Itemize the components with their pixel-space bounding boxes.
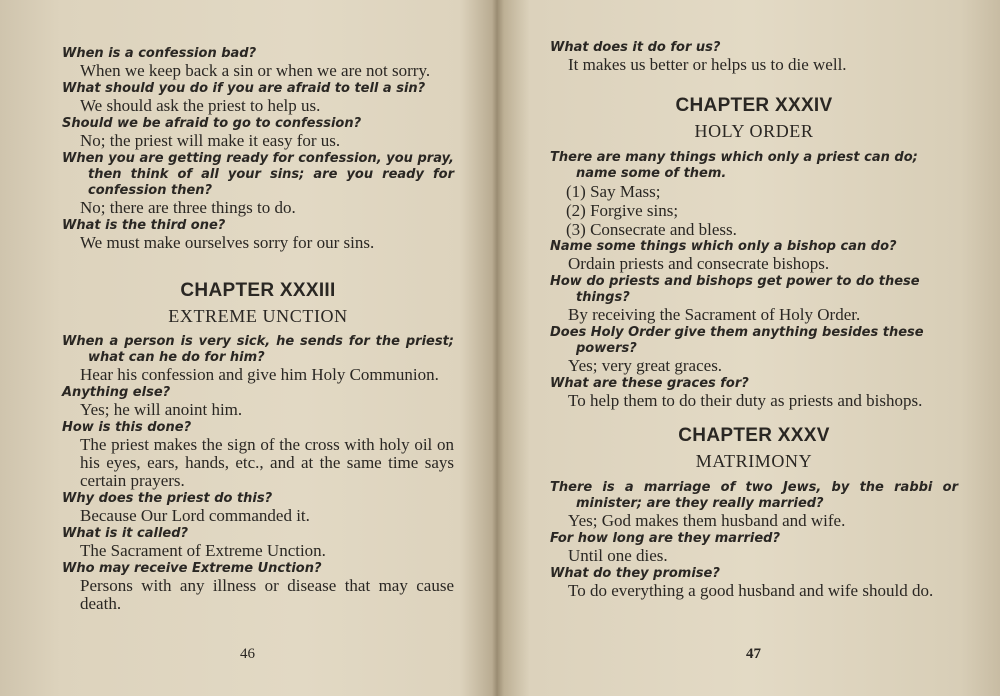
question: There is a marriage of two Jews, by the rabbi or minister; are they really married? [550, 480, 958, 511]
answer: To help them to do their duty as priests and bishops. [568, 391, 923, 410]
question: How do priests and bishops get power to do these things? [550, 274, 920, 305]
answer: Yes; he will anoint him. [80, 400, 243, 419]
question: What is the third one? [62, 218, 226, 233]
list-item: (3) Consecrate and bless. [566, 220, 737, 239]
answer: Persons with any illness or disease that may cause death. [80, 576, 454, 613]
left-page [0, 0, 494, 696]
answer: Yes; God makes them husband and wife. [568, 511, 846, 530]
answer: No; there are three things to do. [80, 198, 296, 217]
chapter-title: CHAPTER XXXIII [180, 280, 336, 301]
question: Should we be afraid to go to confession? [62, 116, 362, 131]
answer: The Sacrament of Extreme Unction. [80, 541, 326, 560]
answer: We must make ourselves sorry for our sins. [80, 233, 375, 252]
question: How is this done? [62, 420, 192, 435]
chapter-title: CHAPTER XXXV [678, 425, 830, 446]
question: There are many things which only a priest can do; name some of them. [550, 150, 918, 181]
left-page-content [62, 46, 454, 614]
answer: By receiving the Sacrament of Holy Order. [568, 305, 861, 324]
right-page-content [550, 40, 958, 601]
question: Name some things which only a bishop can do? [550, 239, 897, 254]
question: What do they promise? [550, 566, 720, 581]
list-item: (1) Say Mass; [566, 182, 661, 201]
chapter-subtitle: MATRIMONY [695, 451, 813, 471]
chapter-subtitle: HOLY ORDER [694, 121, 814, 141]
question: When a person is very sick, he sends for the priest; what can he do for him? [62, 334, 454, 365]
chapter-subtitle: EXTREME UNCTION [168, 306, 348, 326]
question: What is it called? [62, 526, 189, 541]
answer: Yes; very great graces. [568, 356, 723, 375]
chapter-title: CHAPTER XXXIV [675, 95, 833, 116]
answer: To do everything a good husband and wife should do. [568, 581, 934, 600]
question: What does it do for us? [550, 40, 721, 55]
question: When is a confession bad? [62, 46, 257, 61]
answer: No; the priest will make it easy for us. [80, 131, 341, 150]
right-page [500, 0, 1000, 696]
list-item: (2) Forgive sins; [566, 201, 679, 220]
answer: When we keep back a sin or when we are not sorry. [80, 61, 431, 80]
question: What should you do if you are afraid to tell a sin? [62, 81, 426, 96]
answer: Hear his confession and give him Holy Communion. [80, 365, 439, 384]
answer: Because Our Lord commanded it. [80, 506, 310, 525]
answer: Until one dies. [568, 546, 668, 565]
answer: We should ask the priest to help us. [80, 96, 321, 115]
answer: The priest makes the sign of the cross with holy oil on his eyes, ears, hands, etc., and at the same time says certain prayers. [80, 435, 454, 490]
question: Does Holy Order give them anything besides these powers? [550, 325, 924, 356]
question: When you are getting ready for confession, you pray, then think of all your sins; are you ready for confession then? [62, 151, 454, 198]
answer: It makes us better or helps us to die well. [568, 55, 847, 74]
question: What are these graces for? [550, 376, 749, 391]
question: Why does the priest do this? [62, 491, 273, 506]
page-number: 47 [746, 646, 761, 662]
question: For how long are they married? [550, 531, 781, 546]
page-number: 46 [240, 646, 255, 662]
answer: Ordain priests and consecrate bishops. [568, 254, 830, 273]
question: Anything else? [62, 385, 171, 400]
question: Who may receive Extreme Unction? [62, 561, 322, 576]
